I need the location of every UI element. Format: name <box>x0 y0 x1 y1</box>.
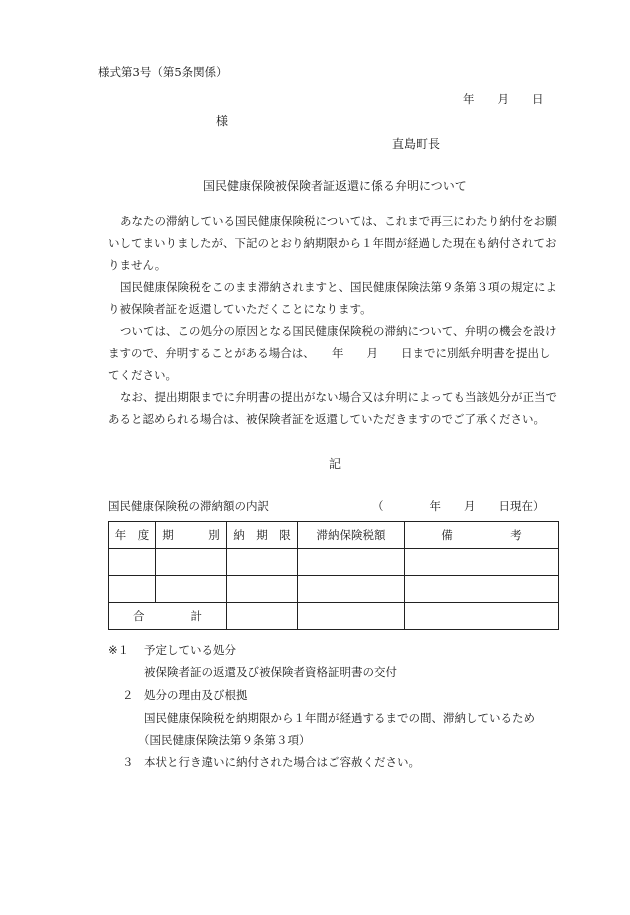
body-line: りません。 <box>108 258 167 272</box>
table-cell <box>298 603 405 630</box>
form-number: 様式第3号（第5条関係） <box>98 65 228 79</box>
body-line: てください。 <box>108 368 177 382</box>
sender-name: 直島町長 <box>392 137 441 151</box>
date-line: 年 月 日 <box>463 92 544 106</box>
table-cell <box>227 549 298 576</box>
body-line: あなたの滞納している国民健康保険税については、これまで再三にわたり納付をお願 <box>120 214 557 228</box>
body-line: なお、提出期限までに弁明書の提出がない場合又は弁明によっても当該処分が正当で <box>120 390 557 404</box>
body-line: ついては、この処分の原因となる国民健康保険税の滞納について、弁明の機会を設け <box>120 324 557 338</box>
addressee-suffix: 様 <box>216 114 229 128</box>
note-2-label: ２ <box>122 688 134 702</box>
arrears-table <box>108 521 559 630</box>
table-caption: 国民健康保険税の滞納額の内訳 <box>108 499 269 513</box>
table-cell <box>405 603 559 630</box>
table-cell <box>156 576 227 603</box>
body-line: いしてまいりましたが、下記のとおり納期限から１年間が経過した現在も納付されてお <box>108 236 557 250</box>
table-cell <box>298 576 405 603</box>
header-arrears-amount: 滞納保険税額 <box>298 522 405 549</box>
header-fiscal-year: 年 度 <box>109 522 156 549</box>
header-due-date: 納 期 限 <box>227 522 298 549</box>
document-title: 国民健康保険被保険者証返還に係る弁明について <box>203 179 467 193</box>
table-cell <box>156 549 227 576</box>
note-2-body: 国民健康保険税を納期限から１年間が経過するまでの間、滞納しているため <box>144 711 535 725</box>
body-paragraph-4 <box>108 386 574 430</box>
table-cell <box>109 549 156 576</box>
table-cell <box>227 576 298 603</box>
note-1-title: 予定している処分 <box>144 643 236 657</box>
table-cell <box>227 603 298 630</box>
body-paragraph-1 <box>108 210 574 276</box>
table-total-row <box>109 603 559 630</box>
body-line: 国民健康保険税をこのまま滞納されますと、国民健康保険法第９条第３項の規定によ <box>120 280 557 294</box>
table-header-row <box>109 522 559 549</box>
note-3-body: 本状と行き違いに納付された場合はご容赦ください。 <box>144 755 420 769</box>
note-1-body: 被保険者証の返還及び被保険者資格証明書の交付 <box>144 665 397 679</box>
note-1-label: ※１ <box>108 643 130 657</box>
table-row <box>109 549 559 576</box>
body-paragraph-3 <box>108 320 574 386</box>
note-2-title: 処分の理由及び根拠 <box>144 688 248 702</box>
table-date: （ 年 月 日現在） <box>372 499 545 513</box>
table-cell <box>405 576 559 603</box>
note-2-reference: （国民健康保険法第９条第３項） <box>138 733 311 747</box>
ki-heading: 記 <box>329 457 342 471</box>
table-cell <box>298 549 405 576</box>
note-3-label: ３ <box>122 755 134 769</box>
header-remarks: 備 考 <box>405 522 559 549</box>
body-line: あると認められる場合は、被保険者証を返還していただきますのでご了承ください。 <box>108 412 545 426</box>
body-line: り被保険者証を返還していただくことになります。 <box>108 302 372 316</box>
header-period: 期 別 <box>156 522 227 549</box>
table-cell <box>405 549 559 576</box>
body-line: ますので、弁明することがある場合は、 年 月 日までに別紙弁明書を提出し <box>108 346 551 360</box>
total-label: 合 計 <box>109 603 227 630</box>
body-paragraph-2 <box>108 276 574 320</box>
table-cell <box>109 576 156 603</box>
table-row <box>109 576 559 603</box>
